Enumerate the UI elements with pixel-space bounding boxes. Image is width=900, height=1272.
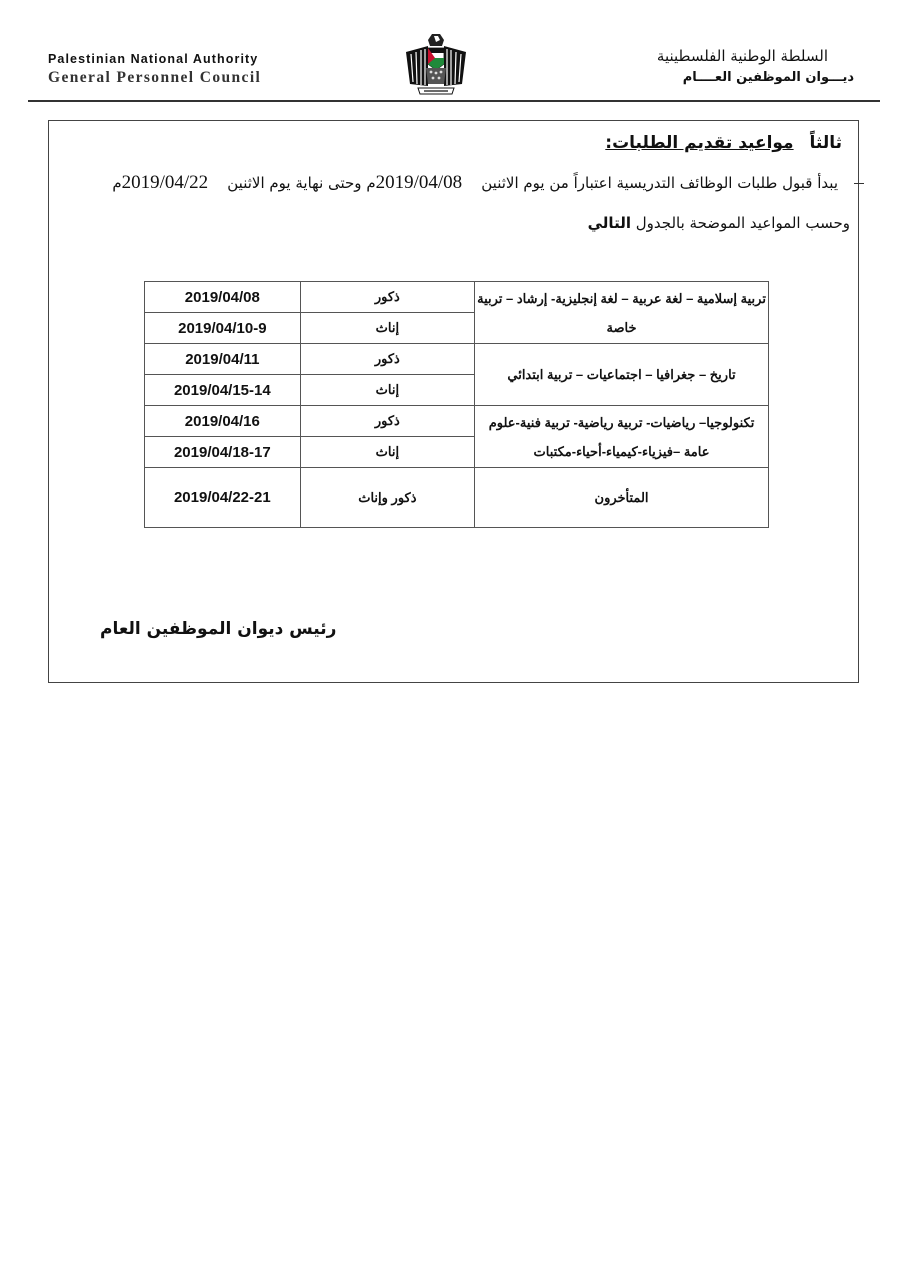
section-title: مواعيد تقديم الطلبات: <box>605 133 794 153</box>
gender-cell: ذكور وإناث <box>300 468 474 528</box>
table-row <box>145 282 769 313</box>
table-reference-bold: التالي <box>587 214 631 232</box>
header-arabic-line1: السلطة الوطنية الفلسطينية <box>656 47 828 65</box>
table-row <box>145 406 769 437</box>
intro-text-part1: يبدأ قبول طلبات الوظائف التدريسية اعتباراً من يوم الاثنين <box>481 174 838 192</box>
palestinian-eagle-emblem-icon <box>404 30 468 98</box>
date-cell: 2019/04/18-17 <box>145 437 301 468</box>
date-cell: 2019/04/11 <box>145 344 301 375</box>
date-cell: 2019/04/10-9 <box>145 313 301 344</box>
header-english-line1: Palestinian National Authority <box>48 52 259 66</box>
table-reference-text: وحسب المواعيد الموضحة بالجدول <box>635 214 850 232</box>
intro-text-part2: م وحتى نهاية يوم الاثنين <box>227 174 376 192</box>
gender-cell: إناث <box>300 437 474 468</box>
header-divider <box>28 100 880 102</box>
intro-text-part3: م <box>112 174 122 192</box>
subjects-cell: تاريخ – جغرافيا – اجتماعيات – تربية ابتدائي <box>475 344 769 406</box>
signature-title: رئيس ديوان الموظفين العام <box>100 619 337 639</box>
subjects-cell: تربية إسلامية – لغة عربية – لغة إنجليزية- إرشاد – تربية خاصة <box>475 282 769 344</box>
date-cell: 2019/04/08 <box>145 282 301 313</box>
table-reference-line <box>588 214 850 232</box>
intro-paragraph <box>38 172 838 194</box>
margin-tick-mark <box>854 183 864 184</box>
schedule-table <box>144 281 769 528</box>
gender-cell: ذكور <box>300 406 474 437</box>
section-number: ثالثاً <box>809 133 842 153</box>
header-arabic-line2: ديـــوان الموظفين العــــام <box>682 70 854 85</box>
subjects-cell: تكنولوجيا– رياضيات- تربية رياضية- تربية فنية-علوم عامة –فيزياء-كيمياء-أحياء-مكتبات <box>475 406 769 468</box>
date-cell: 2019/04/22-21 <box>145 468 301 528</box>
end-date: 2019/04/22 <box>121 172 209 193</box>
date-cell: 2019/04/16 <box>145 406 301 437</box>
table-row <box>145 468 769 528</box>
header-english-line2: General Personnel Council <box>48 69 262 86</box>
gender-cell: إناث <box>300 313 474 344</box>
gender-cell: ذكور <box>300 282 474 313</box>
date-cell: 2019/04/15-14 <box>145 375 301 406</box>
gender-cell: ذكور <box>300 344 474 375</box>
table-row <box>145 344 769 375</box>
gender-cell: إناث <box>300 375 474 406</box>
section-heading <box>605 133 842 153</box>
start-date: 2019/04/08 <box>375 172 463 193</box>
subjects-cell: المتأخرون <box>475 468 769 528</box>
